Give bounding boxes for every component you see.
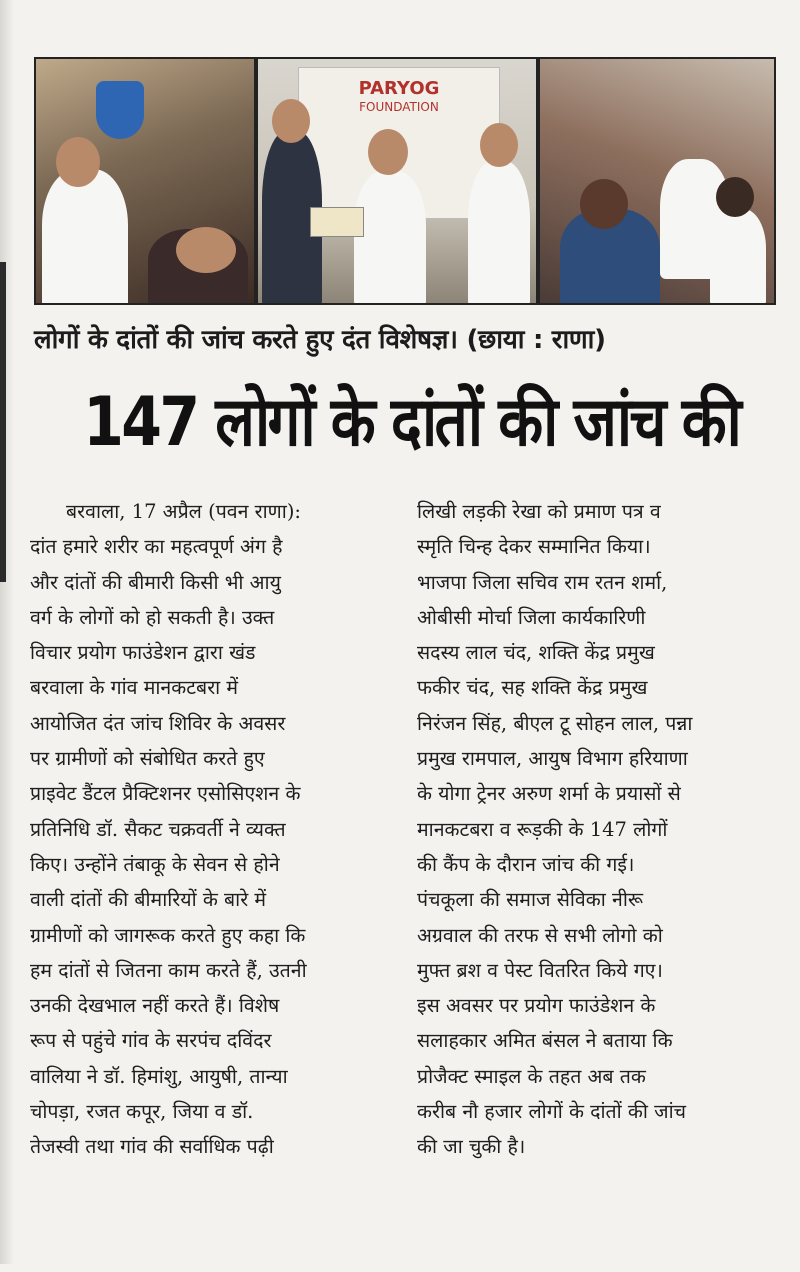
body-line: अग्रवाल की तरफ से सभी लोगो को (417, 923, 663, 947)
body-line: प्रोजैक्ट स्माइल के तहत अब तक (417, 1064, 646, 1088)
banner-org-sub: FOUNDATION (359, 100, 439, 114)
photo-dentist-3 (710, 209, 766, 303)
certificate-frame (310, 207, 364, 237)
body-line: भाजपा जिला सचिव राम रतन शर्मा, (417, 570, 668, 594)
body-line: वाली दांतों की बीमारियों के बारे में (30, 888, 267, 912)
body-line: तेजस्वी तथा गांव की सर्वाधिक पढ़ी (30, 1135, 274, 1159)
body-line: ग्रामीणों को जागरूक करते हुए कहा कि (30, 923, 306, 947)
article-right-column (417, 494, 782, 1165)
body-line: सदस्य लाल चंद, शक्ति केंद्र प्रमुख (417, 641, 655, 665)
body-line: बरवाला, 17 अप्रैल (पवन राणा): (66, 500, 301, 523)
body-line: मानकटबरा व रूड़की के 147 लोगों (417, 817, 668, 841)
photo-man-center-head (368, 129, 408, 175)
body-line: वालिया ने डॉ. हिमांशु, आयुषी, तान्या (30, 1064, 288, 1088)
photo-patient-head (176, 227, 236, 273)
body-line: वर्ग के लोगों को हो सकती है। उक्त (30, 605, 275, 629)
body-line: और दांतों की बीमारी किसी भी आयु (30, 570, 281, 594)
photo-dental-checkup (36, 59, 254, 303)
photo-camp-crowd (540, 59, 774, 303)
body-line: की जा चुकी है। (417, 1135, 526, 1159)
photo-caption: लोगों के दांतों की जांच करते हुए दंत विशेषज्ञ। (छाया : राणा) (34, 325, 606, 355)
body-line: प्राइवेट डैंटल प्रैक्टिशनर एसोसिएशन के (30, 782, 301, 806)
photo-certificate-presentation (258, 59, 536, 303)
article-body (30, 494, 782, 1165)
body-line: रूप से पहुंचे गांव के सरपंच दविंदर (30, 1029, 272, 1053)
body-line: प्रमुख रामपाल, आयुष विभाग हरियाणा (417, 747, 688, 771)
body-line: करीब नौ हजार लोगों के दांतों की जांच (417, 1100, 687, 1124)
article-headline: 147 लोगों के दांतों की जांच की (83, 383, 740, 462)
body-line: के योगा ट्रेनर अरुण शर्मा के प्रयासों से (417, 782, 681, 806)
photo-dentist-head (56, 137, 100, 187)
body-line: स्मृति चिन्ह देकर सम्मानित किया। (417, 535, 651, 559)
photo-dentist-3-head (716, 177, 754, 217)
body-line: लिखी लड़की रेखा को प्रमाण पत्र व (417, 500, 661, 523)
photo-girl-head (580, 179, 628, 229)
photo-strip (34, 57, 776, 305)
body-line: बरवाला के गांव मानकटबरा में (30, 676, 239, 700)
body-line: ओबीसी मोर्चा जिला कार्यकारिणी (417, 605, 646, 629)
body-line: दांत हमारे शरीर का महत्वपूर्ण अंग है (30, 535, 283, 559)
body-line: चोपड़ा, रजत कपूर, जिया व डॉ. (30, 1100, 254, 1124)
body-line: हम दांतों से जितना काम करते हैं, उतनी (30, 958, 307, 982)
adjacent-column-rule (0, 262, 6, 582)
cropped-next-headline (40, 1232, 760, 1272)
body-line: इस अवसर पर प्रयोग फाउंडेशन के (417, 994, 656, 1018)
body-line: प्रतिनिधि डॉ. सैकट चक्रवर्ती ने व्यक्त (30, 817, 286, 841)
photo-man-center (354, 171, 426, 303)
photo-dentist-figure (42, 169, 128, 303)
association-logo-icon (96, 81, 144, 139)
body-line: मुफ्त ब्रश व पेस्ट वितरित किये गए। (417, 958, 663, 982)
article-left-column (30, 494, 395, 1165)
body-line: विचार प्रयोग फाउंडेशन द्वारा खंड (30, 641, 256, 665)
page-fold-edge (0, 0, 14, 1264)
body-line: पर ग्रामीणों को संबोधित करते हुए (30, 747, 265, 771)
body-line: फकीर चंद, सह शक्ति केंद्र प्रमुख (417, 676, 648, 700)
cropped-previous-text (30, 0, 770, 10)
body-line: किए। उन्होंने तंबाकू के सेवन से होने (30, 852, 280, 876)
body-line: सलाहकार अमित बंसल ने बताया कि (417, 1029, 673, 1053)
photo-man-right-head (480, 123, 518, 167)
body-line: पंचकूला की समाज सेविका नीरू (417, 888, 644, 912)
body-line: उनकी देखभाल नहीं करते हैं। विशेष (30, 994, 280, 1018)
photo-man-right (468, 161, 530, 303)
body-line: की कैंप के दौरान जांच की गई। (417, 852, 635, 876)
banner-org-name: PARYOG (358, 78, 440, 99)
body-line: आयोजित दंत जांच शिविर के अवसर (30, 711, 286, 735)
body-line: निरंजन सिंह, बीएल टू सोहन लाल, पन्ना (417, 711, 693, 735)
photo-man-left-head (272, 99, 310, 143)
